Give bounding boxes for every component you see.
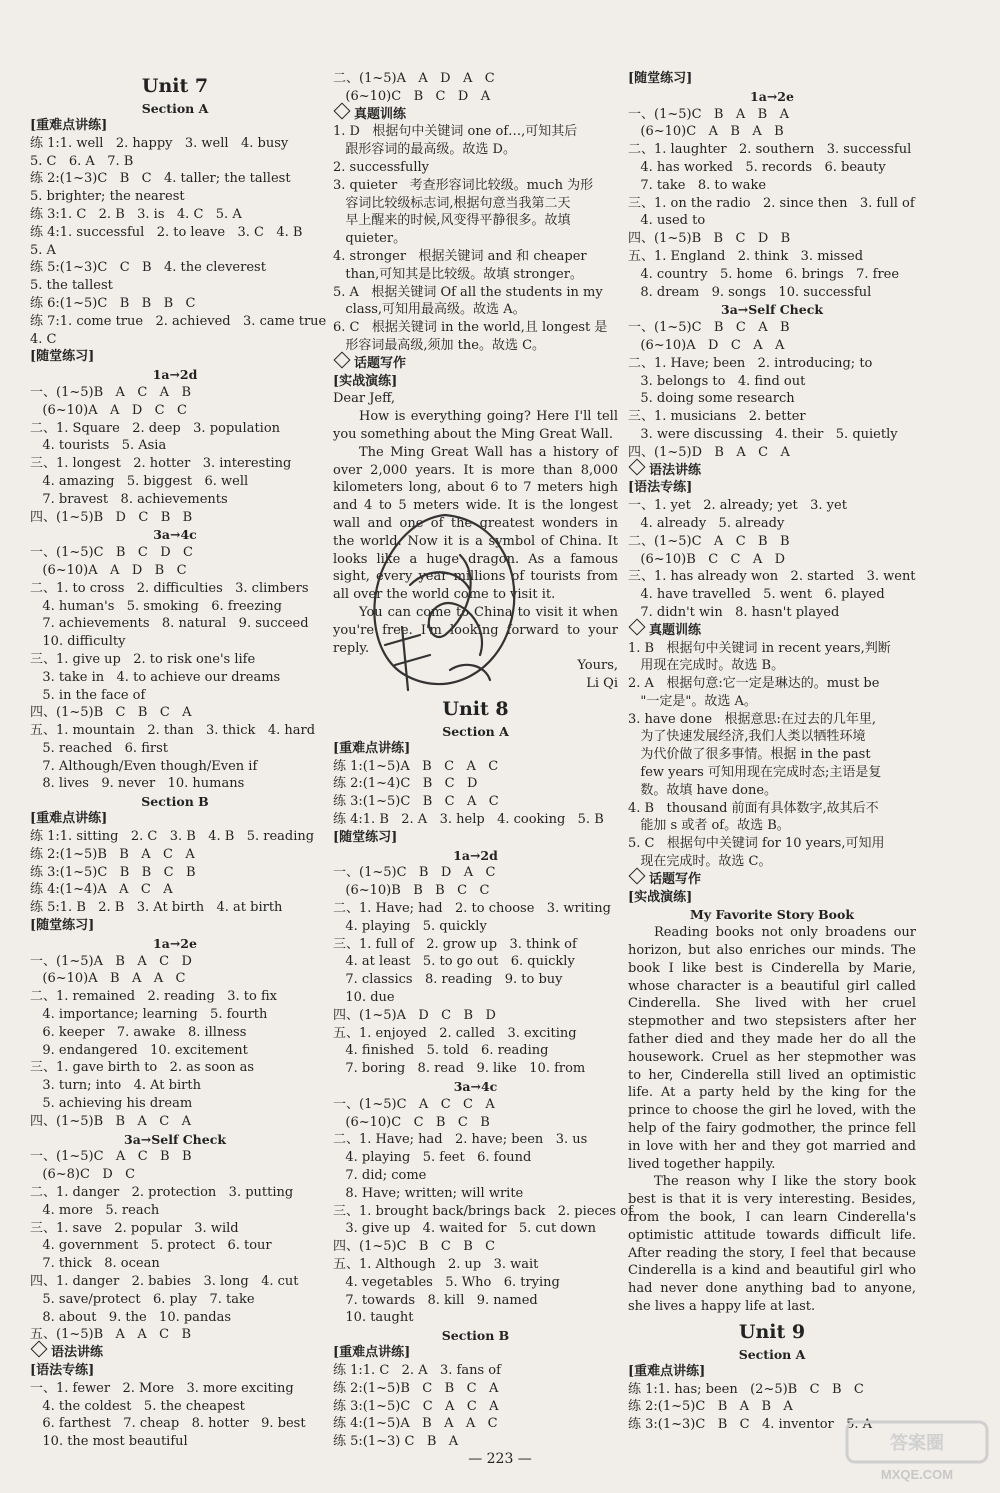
answer-line: 练 3:(1~5)C B B C B — [30, 864, 196, 880]
answer-line: (6~10)A D C A A — [628, 337, 785, 353]
answer-line: (6~10)C C B C B — [333, 1114, 490, 1130]
answer-line: 形容词最高级,须加 the。故选 C。 — [333, 337, 546, 353]
answer-line: 4. B thousand 前面有具体数字,故其后不 — [628, 800, 879, 816]
answer-line: 4. C — [30, 331, 57, 347]
answer-line: 三、1. gave birth to 2. as soon as — [30, 1060, 254, 1076]
answer-line: 为了快速发展经济,我们人类以牺牲环境 — [628, 729, 866, 745]
answer-line: 8. dream 9. songs 10. successful — [628, 284, 872, 300]
answer-line: 三、1. brought back/brings back 2. pieces of — [333, 1203, 633, 1219]
answer-line: 5. C 6. A 7. B — [30, 153, 134, 169]
answer-line: 四、1. danger 2. babies 3. long 4. cut — [30, 1274, 299, 1289]
answer-column-right — [628, 70, 916, 1434]
answer-line: 练 2:(1~5)C B A B A — [628, 1399, 793, 1415]
exercise-heading: [实战演练] — [333, 373, 398, 389]
topic-heading-label: 语法讲练 — [649, 462, 702, 478]
answer-line: 练 3:1. C 2. B 3. is 4. C 5. A — [30, 206, 242, 222]
answer-line: quieter。 — [333, 231, 407, 247]
answer-line: 一、(1~5)C B D A C — [333, 865, 496, 881]
answer-line: 6. keeper 7. awake 8. illness — [30, 1024, 247, 1040]
answer-line: few years 可知用现在完成时态;主语是复 — [628, 765, 882, 781]
topic-heading-label: 话题写作 — [649, 871, 702, 887]
lesson-range-heading: 3a→4c — [453, 1079, 498, 1095]
exercise-heading: [重难点讲练] — [333, 1345, 411, 1361]
essay-paragraph: You can come to China to visit it when you're free. I'm looking forward to your reply. — [333, 604, 618, 656]
answer-line: 练 2:(1~5)B C B C A — [333, 1380, 499, 1396]
topic-heading-label: 语法讲练 — [51, 1345, 104, 1361]
answer-line: 3. quieter 考查形容词比较级。much 为形 — [333, 177, 594, 193]
answer-line: 4. have travelled 5. went 6. played — [628, 587, 885, 603]
exercise-heading: [重难点讲练] — [333, 740, 411, 756]
answer-line: 二、1. to cross 2. difficulties 3. climbers — [30, 580, 309, 596]
answer-line: 3. belongs to 4. find out — [628, 373, 806, 389]
answer-line: 7. towards 8. kill 9. named — [333, 1292, 538, 1308]
letter-signoff: Yours, — [577, 658, 618, 674]
answer-line: 4. tourists 5. Asia — [30, 438, 167, 454]
answer-line: 三、1. on the radio 2. since then 3. full of — [628, 195, 915, 211]
topic-heading — [628, 462, 916, 480]
answer-line: 练 1:1. C 2. A 3. fans of — [333, 1362, 501, 1378]
answer-line: 10. due — [333, 990, 395, 1006]
answer-line: 二、1. laughter 2. southern 3. successful — [628, 142, 912, 158]
answer-line: class,可知用最高级。故选 A。 — [333, 302, 526, 318]
lesson-range-heading: 3a→Self Check — [124, 1131, 226, 1147]
answer-line: 10. difficulty — [30, 634, 126, 650]
answer-line: 7. Although/Even though/Even if — [30, 758, 258, 774]
answer-line: 四、(1~5)A D C B D — [333, 1007, 496, 1023]
answer-line: 练 1:1. well 2. happy 3. well 4. busy — [30, 135, 289, 151]
answer-line: 跟形容词的最高级。故选 D。 — [333, 142, 516, 158]
essay-paragraph: How is everything going? Here I'll tell you something about the Ming Great Wall. — [333, 409, 618, 442]
answer-line: 三、1. has already won 2. started 3. went — [628, 569, 916, 585]
answer-line: (6~10)B B B C C — [333, 883, 490, 899]
answer-line: 练 1:1. has; been (2~5)B C B C — [628, 1381, 864, 1397]
answer-line: 4. vegetables 5. Who 6. trying — [333, 1274, 560, 1290]
answer-line: 4. stronger 根据关键词 and 和 cheaper — [333, 248, 587, 264]
answer-line: 一、(1~5)C B C A B — [628, 320, 790, 336]
exercise-heading: [重难点讲练] — [30, 811, 108, 827]
answer-line: 五、1. Although 2. up 3. wait — [333, 1257, 539, 1272]
answer-line: 5. in the face of — [30, 687, 146, 703]
answer-line: 二、1. Have; had 2. have; been 3. us — [333, 1132, 588, 1148]
answer-line: 4. human's 5. smoking 6. freezing — [30, 598, 282, 614]
answer-line: (6~10)C B C D A — [333, 88, 491, 104]
answer-line: 4. has worked 5. records 6. beauty — [628, 159, 886, 175]
answer-line: 5. reached 6. first — [30, 740, 168, 756]
answer-line: 练 3:(1~5)C C A C A — [333, 1398, 499, 1414]
answer-line: 练 4:(1~4)A A C A — [30, 882, 173, 898]
answer-line: 5. the tallest — [30, 278, 113, 294]
answer-line: 4. already 5. already — [628, 515, 785, 531]
section-heading: Section A — [442, 723, 509, 739]
answer-line: 4. finished 5. told 6. reading — [333, 1043, 549, 1059]
answer-line: 8. lives 9. never 10. humans — [30, 776, 245, 792]
answer-line: 7. thick 8. ocean — [30, 1256, 160, 1272]
answer-line: 4. government 5. protect 6. tour — [30, 1238, 272, 1254]
answer-line: 三、1. musicians 2. better — [628, 409, 806, 425]
answer-line: 练 6:(1~5)C B B B C — [30, 295, 196, 311]
answer-column-middle — [333, 70, 633, 1451]
lesson-range-heading: 1a→2e — [153, 935, 197, 951]
answer-line: 练 5:(1~3) C B A — [333, 1434, 459, 1450]
answer-line: 数。故填 have done。 — [628, 782, 778, 798]
answer-line: 4. used to — [628, 213, 706, 229]
answer-line: 10. taught — [333, 1310, 414, 1326]
answer-line: 一、1. fewer 2. More 3. more exciting — [30, 1380, 294, 1396]
answer-line: 8. Have; written; will write — [333, 1185, 524, 1201]
answer-line: 4. importance; learning 5. fourth — [30, 1007, 268, 1023]
answer-line: 2. A 根据句意:它一定是琳达的。must be — [628, 676, 880, 692]
answer-line: 5. achieving his dream — [30, 1096, 193, 1112]
answer-line: 练 2:(1~4)C B C D — [333, 776, 478, 792]
answer-line: 一、(1~5)C A C B B — [30, 1149, 192, 1165]
exercise-heading: [随堂练习] — [628, 71, 693, 86]
answer-line: 6. farthest 7. cheap 8. hotter 9. best — [30, 1416, 306, 1432]
topic-heading — [333, 355, 618, 373]
essay-paragraph: Reading books not only broadens our horizon, but also enriches our minds. The book I like best is Cinderella by Marie, whose character is a beautiful girl called Cinderella. She lived with her cruel stepmother and two stepsisters after her father died and they made her do all the housework. Cruel as her stepmother was to her, Cinderella still lived an optimistic life. At a party held by the king for the prince to choose the girl he loved, with the help of the fairy godmother, the prince fell in love with her and they got married and lived together happily. — [628, 925, 916, 1172]
answer-line: 5. doing some research — [628, 391, 795, 407]
answer-line: 一、(1~5)A B A C D — [30, 953, 192, 969]
section-heading: Section B — [441, 1328, 510, 1344]
exercise-heading: [实战演练] — [628, 889, 693, 905]
answer-line: 四、(1~5)B B C D B — [628, 231, 791, 247]
topic-heading-label: 真题训练 — [354, 106, 407, 122]
answer-line: 1. D 根据句中关键词 one of…,可知其后 — [333, 124, 578, 140]
answer-line: 五、(1~5)B A A C B — [30, 1327, 191, 1343]
section-heading: Section A — [141, 101, 209, 116]
topic-heading-label: 真题训练 — [649, 622, 702, 638]
answer-line: "一定是"。故选 A。 — [628, 693, 757, 709]
answer-line: 练 1:1. sitting 2. C 3. B 4. B 5. reading — [30, 829, 315, 845]
unit-heading: Unit 7 — [141, 75, 209, 97]
answer-line: 五、1. mountain 2. than 3. thick 4. hard — [30, 723, 316, 739]
answer-line: 二、(1~5)A A D A C — [333, 71, 495, 86]
exercise-heading: [随堂练习] — [30, 918, 95, 934]
answer-line: 3. have done 根据意思:在过去的几年里, — [628, 711, 876, 727]
exercise-heading: [随堂练习] — [30, 349, 95, 365]
answer-line: 练 3:(1~5)C B C A C — [333, 794, 499, 810]
answer-line: 用现在完成时。故选 B。 — [628, 658, 785, 674]
answer-line: 三、1. full of 2. grow up 3. think of — [333, 936, 577, 952]
answer-line: 二、1. remained 2. reading 3. to fix — [30, 989, 277, 1005]
answer-line: 练 4:(1~5)A B A A C — [333, 1416, 498, 1432]
section-heading: Section A — [738, 1346, 806, 1362]
answer-line: 一、(1~5)B A C A B — [30, 384, 191, 400]
answer-line: Dear Jeff, — [333, 391, 396, 407]
answer-line: 一、1. yet 2. already; yet 3. yet — [628, 498, 847, 514]
answer-line: 4. amazing 5. biggest 6. well — [30, 473, 249, 489]
topic-heading — [628, 871, 916, 889]
answer-line: 练 4:1. successful 2. to leave 3. C 4. B — [30, 224, 303, 240]
diamond-icon — [31, 1341, 48, 1358]
answer-line: (6~10)A A D C C — [30, 402, 187, 418]
answer-line: 容词比较级标志词,根据句意当我第二天 — [333, 195, 571, 211]
answer-line: than,可知其是比较级。故填 stronger。 — [333, 266, 583, 282]
watermark-text: MXQE.COM — [880, 1467, 954, 1482]
essay-paragraph: The reason why I like the story book best is that it is very interesting. Besides, from the book, I can learn Cinderella's optimistic attitude towards difficult life. After reading the story, I feel that because Cinderella is a kind and beautiful girl who had never done anything bad to anyone, she lives a happy life at last. — [628, 1174, 916, 1314]
answer-line: 8. about 9. the 10. pandas — [30, 1309, 232, 1325]
exercise-heading: [随堂练习] — [333, 829, 398, 845]
lesson-range-heading: 1a→2d — [453, 847, 498, 863]
answer-line: 练 3:(1~3)C B C 4. inventor 5. A — [628, 1417, 873, 1433]
answer-line: 练 1:(1~5)A B C A C — [333, 758, 499, 774]
essay-title: My Favorite Story Book — [690, 907, 854, 923]
answer-line: (6~10)A B A A C — [30, 971, 186, 987]
answer-line: 为代价做了很多事情。根据 in the past — [628, 747, 871, 763]
answer-line: 5. A 根据关键词 Of all the students in my — [333, 284, 603, 300]
answer-line: 早上醒来的时候,风变得平静很多。故填 — [333, 213, 571, 229]
answer-line: 五、1. enjoyed 2. called 3. exciting — [333, 1025, 577, 1041]
svg-text:答案圈: 答案圈 — [890, 1433, 944, 1453]
answer-line: 练 5:(1~3)C C B 4. the cleverest — [30, 260, 266, 276]
answer-line: 7. achievements 8. natural 9. succeed — [30, 616, 309, 632]
topic-heading — [628, 622, 916, 640]
answer-line: (6~10)B C C A D — [628, 551, 786, 567]
answer-line: 4. playing 5. feet 6. found — [333, 1150, 532, 1166]
answer-line: (6~10)C A B A B — [628, 124, 784, 140]
answer-line: 四、(1~5)D B A C A — [628, 444, 790, 460]
lesson-range-heading: 3a→4c — [153, 527, 197, 543]
answer-line: 二、1. Have; been 2. introducing; to — [628, 355, 873, 371]
answer-line: 四、(1~5)C B C B C — [333, 1239, 496, 1255]
answer-line: 4. country 5. home 6. brings 7. free — [628, 266, 900, 282]
answer-line: 二、(1~5)C A C B B — [628, 533, 790, 549]
exercise-heading: [语法专练] — [628, 480, 693, 496]
answer-line: 7. bravest 8. achievements — [30, 491, 228, 507]
answer-line: 三、1. give up 2. to risk one's life — [30, 651, 256, 667]
answer-line: 三、1. save 2. popular 3. wild — [30, 1220, 239, 1236]
answer-line: 5. C 根据句中关键词 for 10 years,可知用 — [628, 836, 885, 852]
answer-line: 练 7:1. come true 2. achieved 3. came true — [30, 313, 327, 329]
answer-line: 二、1. danger 2. protection 3. putting — [30, 1185, 294, 1201]
answer-line: 3. take in 4. to achieve our dreams — [30, 669, 281, 685]
answer-line: 7. did; come — [333, 1168, 427, 1184]
topic-heading — [30, 1344, 320, 1362]
answer-line: 4. playing 5. quickly — [333, 918, 487, 934]
answer-line: 4. more 5. reach — [30, 1202, 160, 1218]
topic-heading-label: 话题写作 — [354, 355, 407, 371]
unit-heading: Unit 8 — [442, 697, 509, 720]
lesson-range-heading: 1a→2d — [152, 367, 198, 383]
page-number: — 223 — — [468, 1451, 532, 1467]
answer-line: 练 2:(1~3)C B C 4. taller; the tallest — [30, 171, 291, 187]
answer-line: 3. were discussing 4. their 5. quietly — [628, 426, 898, 442]
answer-line: 现在完成时。故选 C。 — [628, 854, 772, 870]
answer-line: 5. brighter; the nearest — [30, 189, 185, 205]
answer-line: 3. give up 4. waited for 5. cut down — [333, 1221, 597, 1237]
lesson-range-heading: 1a→2e — [750, 88, 794, 104]
unit-heading: Unit 9 — [738, 1320, 806, 1343]
answer-line: 一、(1~5)C B A B A — [628, 106, 789, 122]
answer-line: 五、1. England 2. think 3. missed — [628, 248, 864, 264]
topic-heading — [333, 106, 618, 124]
answer-line: 4. the coldest 5. the cheapest — [30, 1398, 245, 1414]
answer-line: 1. B 根据句中关键词 in recent years,判断 — [628, 640, 891, 656]
answer-line: 练 2:(1~5)B B A C A — [30, 846, 195, 862]
section-heading: Section B — [141, 794, 209, 810]
answer-line: 能加 s 或者 of。故选 B。 — [628, 818, 790, 834]
lesson-range-heading: 3a→Self Check — [721, 302, 823, 318]
answer-line: 9. endangered 10. excitement — [30, 1042, 248, 1058]
answer-line: 二、1. Square 2. deep 3. population — [30, 420, 281, 436]
answer-line: 练 5:1. B 2. B 3. At birth 4. at birth — [30, 900, 283, 916]
answer-line: 3. turn; into 4. At birth — [30, 1078, 201, 1094]
answer-line: 四、(1~5)B D C B B — [30, 509, 193, 525]
letter-signoff: Li Qi — [586, 676, 618, 692]
answer-line: 7. boring 8. read 9. like 10. from — [333, 1061, 586, 1077]
answer-line: 6. C 根据关键词 in the world,且 longest 是 — [333, 320, 608, 336]
answer-line: 练 4:1. B 2. A 3. help 4. cooking 5. B — [333, 812, 604, 828]
answer-line: 二、1. Have; had 2. to choose 3. writing — [333, 901, 611, 917]
exercise-heading: [重难点讲练] — [30, 118, 108, 133]
answer-line: 10. the most beautiful — [30, 1434, 188, 1450]
answer-line: (6~10)A A D B C — [30, 562, 187, 578]
answer-line: 4. at least 5. to go out 6. quickly — [333, 954, 575, 970]
answer-line: 三、1. longest 2. hotter 3. interesting — [30, 456, 292, 472]
answer-column-left — [30, 70, 327, 1451]
answer-line: 一、(1~5)C A C C A — [333, 1096, 495, 1112]
answer-line: 四、(1~5)B B A C A — [30, 1113, 191, 1129]
exercise-heading: [语法专练] — [30, 1362, 95, 1378]
exercise-heading: [重难点讲练] — [628, 1363, 706, 1379]
essay-paragraph: The Ming Great Wall has a history of over 2,000 years. It is more than 8,000 kilometers long, about 6 to 7 meters high and 4 to 5 meters wide. It is the longest wall and one of the greatest wonders in the world. Now it is a symbol of China. It looks like a huge dragon. As a famous sight, every year millions of tourists from all over the world come to visit it. — [333, 444, 618, 603]
answer-line: 四、(1~5)B C B C A — [30, 705, 192, 721]
answer-line: 一、(1~5)C B C D C — [30, 545, 193, 561]
answer-line: 7. classics 8. reading 9. to buy — [333, 972, 563, 988]
answer-line: 2. successfully — [333, 159, 430, 175]
answer-line: 5. save/protect 6. play 7. take — [30, 1291, 255, 1307]
answer-line: 7. didn't win 8. hasn't played — [628, 604, 840, 620]
answer-line: (6~8)C D C — [30, 1167, 136, 1183]
answer-line: 7. take 8. to wake — [628, 177, 767, 193]
answer-line: 5. A — [30, 242, 56, 258]
